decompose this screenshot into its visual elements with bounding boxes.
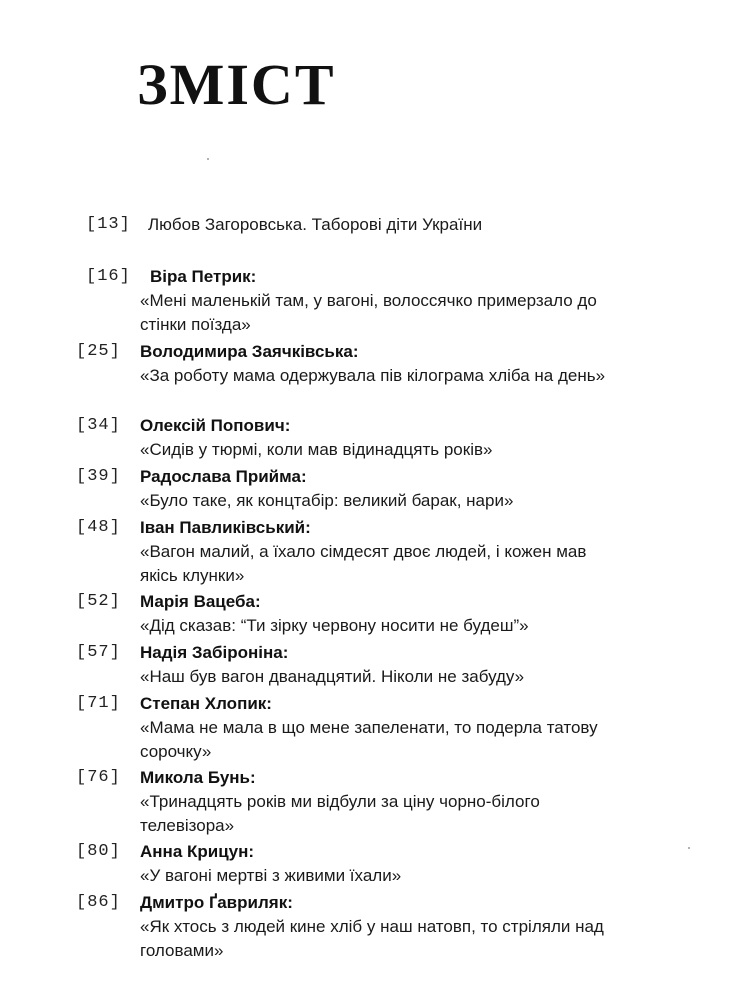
toc-author: Віра Петрик: [150, 267, 257, 286]
paper-speck [688, 847, 690, 849]
toc-quote: «Дід сказав: “Ти зірку червону носити не будеш”» [140, 616, 529, 635]
toc-author: Іван Павликівський: [140, 518, 311, 537]
toc-page-number: [71] [76, 694, 121, 713]
toc-quote: «Як хтось з людей кине хліб у наш натовп, то стріляли над головами» [140, 917, 604, 960]
toc-author: Надія Забіроніна: [140, 643, 289, 662]
toc-intro-title: Любов Загоровська. Таборові діти України [148, 215, 483, 234]
toc-quote: «Мама не мала в що мене запеленати, то подерла татову сорочку» [140, 718, 598, 761]
toc-page-number: [16] [86, 267, 131, 286]
toc-page-number: [86] [76, 893, 121, 912]
toc-quote: «Тринадцять років ми відбули за ціну чорно-білого телевізора» [140, 792, 540, 835]
toc-page-number: [25] [76, 342, 121, 361]
toc-author: Радослава Прийма: [140, 467, 307, 486]
paper-speck [207, 158, 209, 160]
toc-page-number: [76] [76, 768, 121, 787]
toc-page-number: [52] [76, 592, 121, 611]
toc-page-number: [80] [76, 842, 121, 861]
toc-quote: «За роботу мама одержувала пів кілограма хліба на день» [140, 366, 606, 385]
toc-author: Дмитро Ґавриляк: [140, 893, 293, 912]
toc-author: Степан Хлопик: [140, 694, 272, 713]
toc-quote: «Мені маленькій там, у вагоні, волоссячко примерзало до стінки поїзда» [140, 291, 597, 334]
toc-quote: «Було таке, як концтабір: великий барак, нари» [140, 491, 514, 510]
page-title: ЗМІСТ [137, 52, 336, 117]
toc-quote: «Наш був вагон дванадцятий. Ніколи не забуду» [140, 667, 525, 686]
toc-page-number: [13] [86, 215, 131, 234]
toc-page-number: [48] [76, 518, 121, 537]
toc-author: Марія Вацеба: [140, 592, 261, 611]
toc-quote: «У вагоні мертві з живими їхали» [140, 866, 402, 885]
toc-author: Олексій Попович: [140, 416, 291, 435]
toc-quote: «Вагон малий, а їхало сімдесят двоє людей, і кожен мав якісь клунки» [140, 542, 587, 585]
toc-author: Володимира Заячківська: [140, 342, 359, 361]
toc-page-number: [34] [76, 416, 121, 435]
toc-author: Анна Крицун: [140, 842, 255, 861]
toc-page-number: [39] [76, 467, 121, 486]
toc-quote: «Сидів у тюрмі, коли мав відинадцять років» [140, 440, 493, 459]
toc-page-number: [57] [76, 643, 121, 662]
toc-author: Микола Бунь: [140, 768, 256, 787]
